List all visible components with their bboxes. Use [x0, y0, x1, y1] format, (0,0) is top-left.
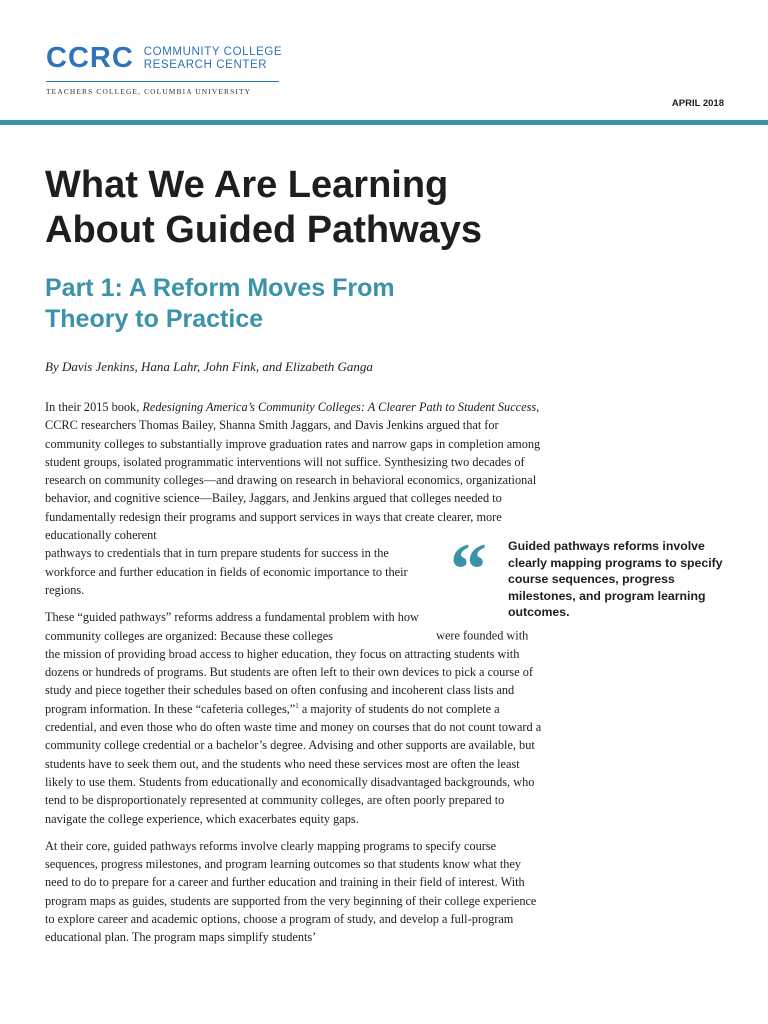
logo-org-name: [144, 46, 282, 72]
logo-wordmark: CCRC: [46, 42, 134, 74]
article-body: [45, 398, 545, 956]
pull-quote-text: Guided pathways reforms involve clearly mapping programs to specify course sequences, progress milestones, and program learning outcomes.: [508, 539, 723, 620]
subtitle-line-1: Part 1: A Reform Moves From: [45, 274, 395, 302]
p2-main: were founded with the mission of providing broad access to higher education, they focus on attracting students with dozens or hundreds of programs. But students are often left to their own devices to pick a course of study and piece together their schedules based on often confusing and incoherent class lists and program information. In these “cafeteria colleges,”: [45, 628, 533, 716]
logo-line-2: RESEARCH CENTER: [143, 58, 268, 71]
p2-rest: a majority of students do not complete a credential, and even those who do often waste time and money on courses that do not count toward a community college credential or a bachelor’s degree. Advising and other supports are available, but students have to seek them out, and the students who need these services most are often the least likely to use them. Students from educationally and economically disadvantaged backgrounds, who tend to be disproportionately represented at community colleges, are often poorly prepared to navigate the college experience, which exacerbates equity gaps.: [45, 701, 542, 826]
paragraph-2: [45, 608, 545, 828]
header-band: [0, 120, 768, 125]
affiliation: TEACHERS COLLEGE, COLUMBIA UNIVERSITY: [46, 87, 252, 96]
book-title: Redesigning America’s Community Colleges: A Clearer Path to Student Success: [142, 400, 537, 414]
paragraph-3: At their core, guided pathways reforms involve clearly mapping programs to specify course sequences, progress milestones, and program learning outcomes so that students know what they need to do to prepare for a career and further education and training in their field of interest. With program maps as guides, students are supported from the very beginning of their college experience to explore career and academic options, choose a program of study, and develop a full-program educational plan. The program maps simplify students’: [45, 838, 537, 945]
p2-narrow: These “guided pathways” reforms address a fundamental problem with how community colleges are organized: Because these colleges: [45, 610, 419, 643]
page-title: [45, 163, 482, 253]
p1-narrow: pathways to credentials that in turn prepare students for success in the workforce and further education in fields of economic importance to their regions.: [45, 546, 408, 597]
publication-date: APRIL 2018: [671, 98, 724, 109]
logo-line-1: COMMUNITY COLLEGE: [143, 45, 283, 58]
logo-divider: [46, 81, 279, 82]
quote-mark-icon: “: [450, 529, 487, 611]
p1-main: , CCRC researchers Thomas Bailey, Shanna Smith Jaggars, and Davis Jenkins argued that for community colleges to substantially improve graduation rates and narrow gaps in completion among student groups, isolated programmatic interventions will not suffice. Synthesizing two decades of research on community colleges—and drawing on research in behavioral economics, organizational behavior, and cognitive science—Bailey, Jaggars, and Jenkins argued that colleges needed to fundamentally redesign their programs and support services in ways that create clearer, more educationally coherent: [45, 400, 541, 543]
p1-intro: In their 2015 book,: [45, 400, 143, 414]
byline: By Davis Jenkins, Hana Lahr, John Fink, and Elizabeth Ganga: [45, 359, 373, 374]
page-subtitle: [45, 273, 395, 335]
footnote-marker: 1: [295, 701, 299, 710]
title-line-1: What We Are Learning: [45, 164, 449, 206]
subtitle-line-2: Theory to Practice: [45, 305, 264, 333]
ccrc-logo: [46, 44, 282, 73]
title-line-2: About Guided Pathways: [45, 209, 483, 251]
